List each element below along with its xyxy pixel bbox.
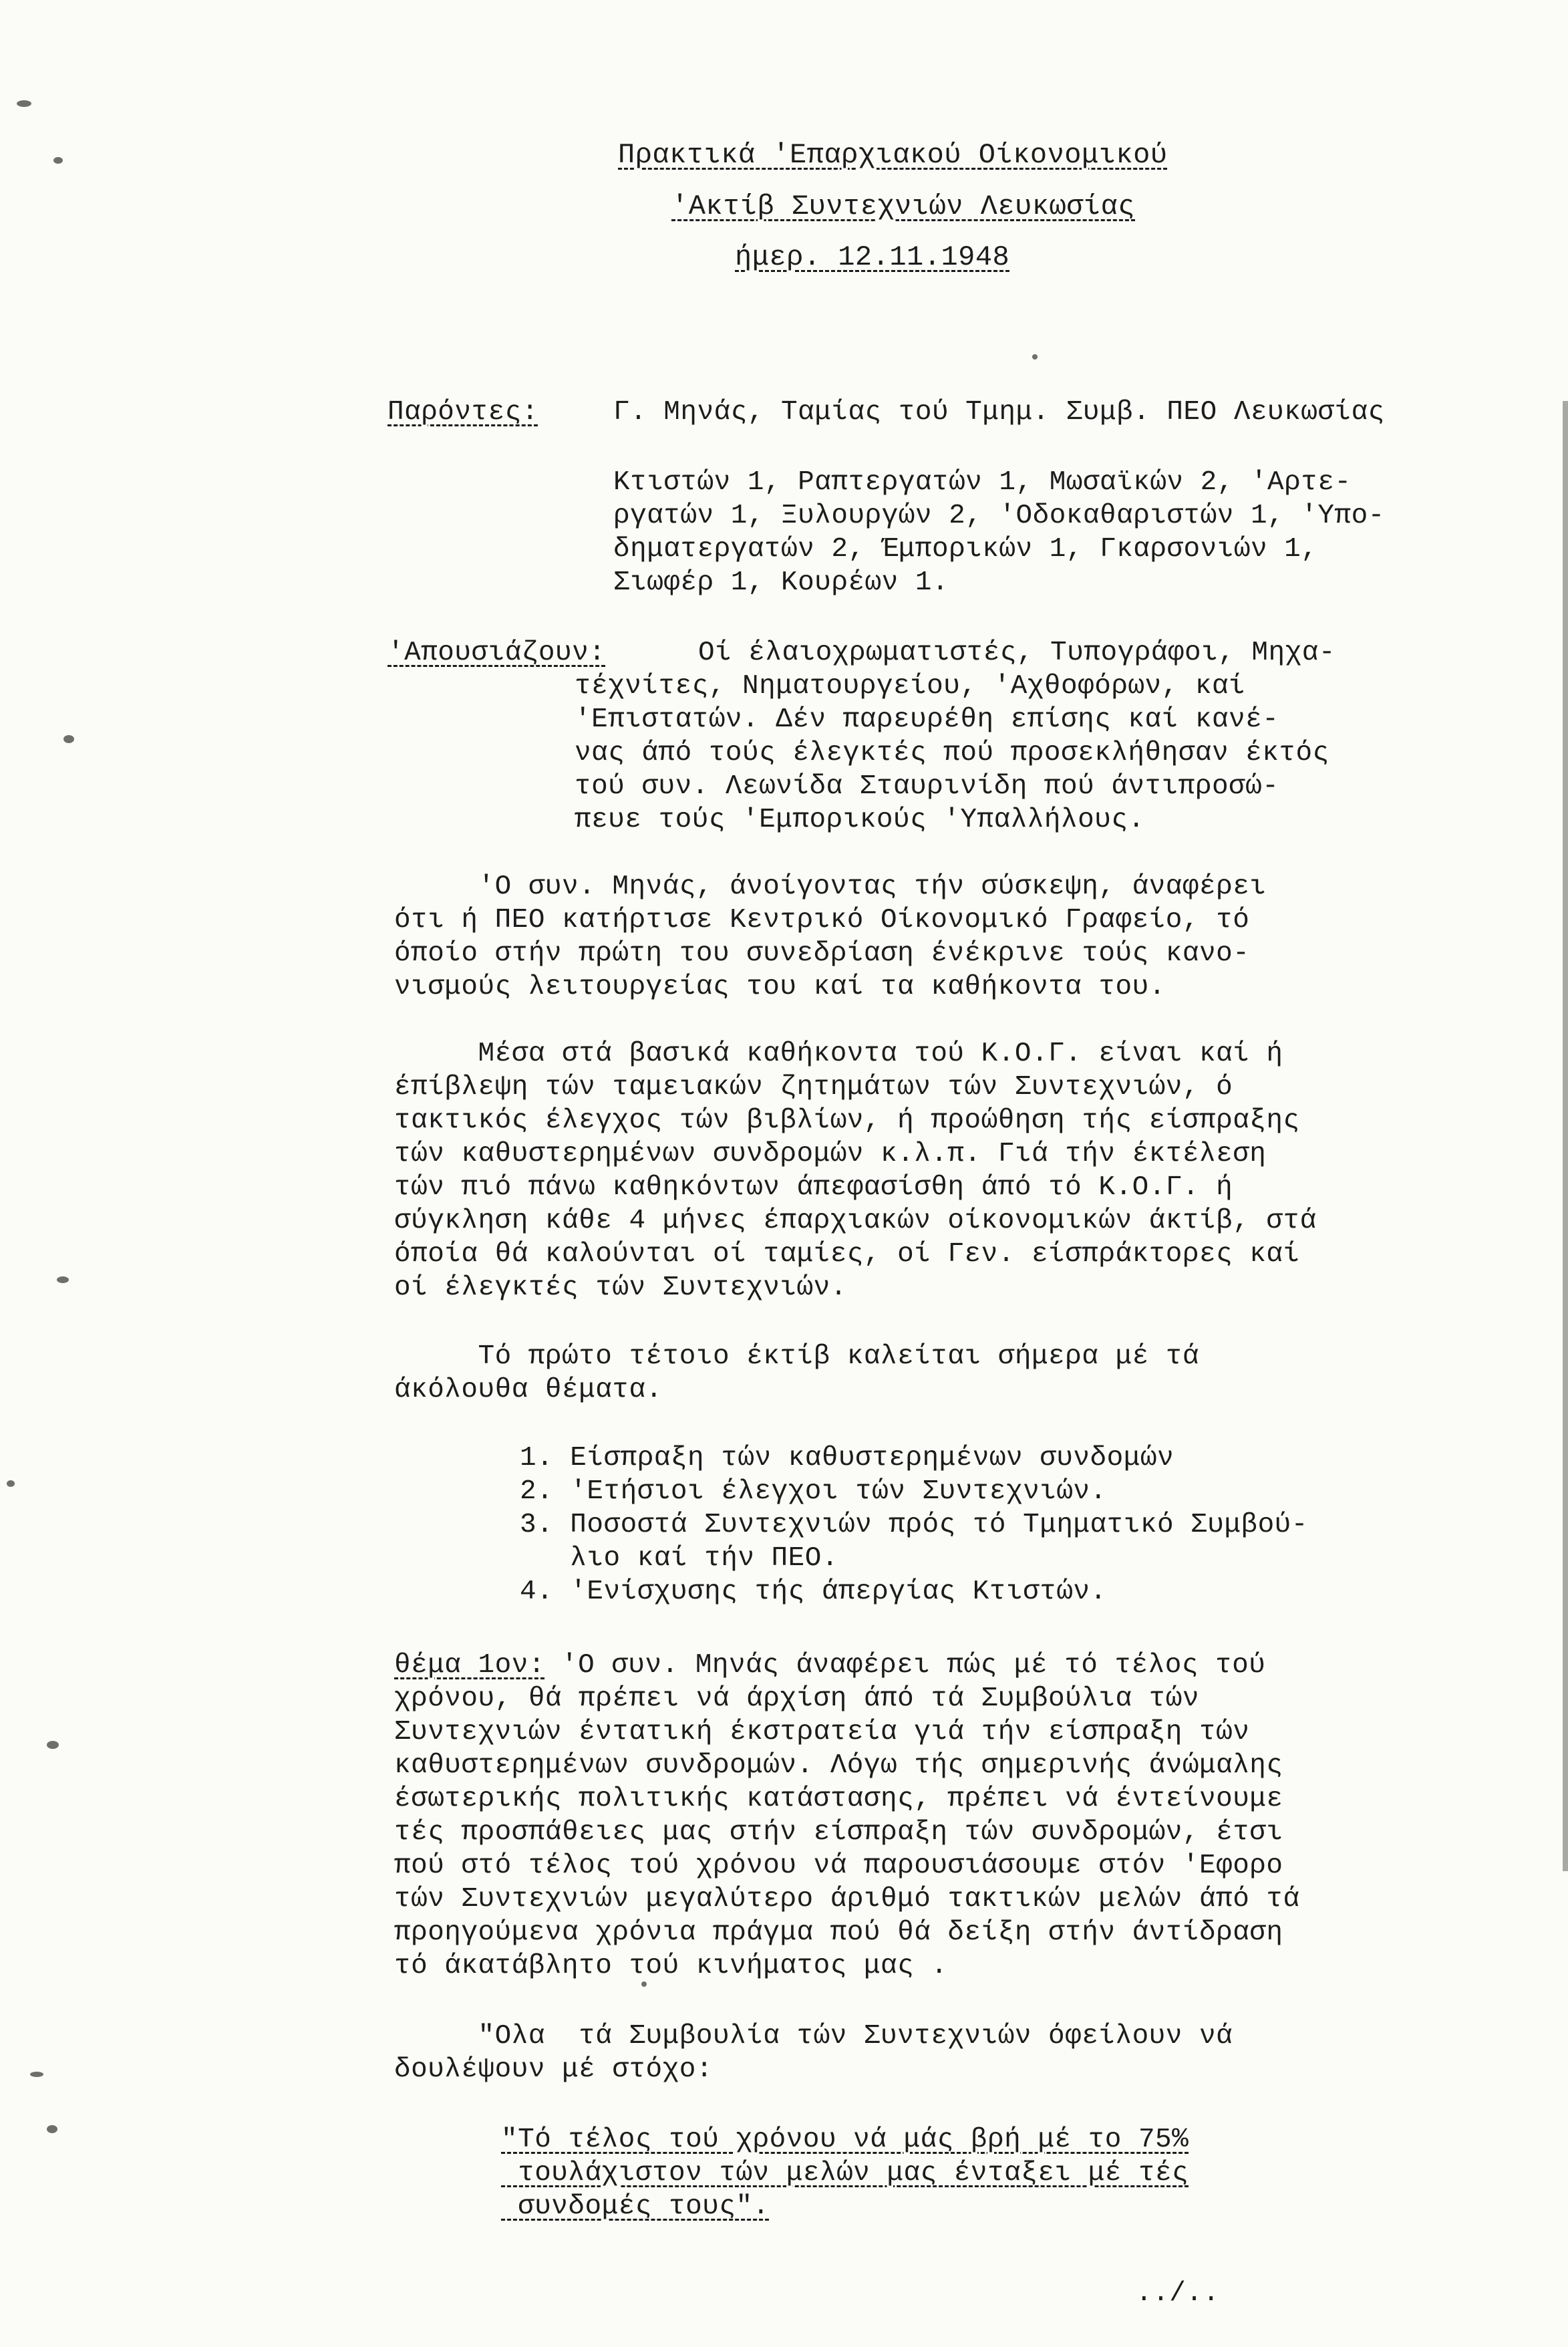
present-line: Σιωφέρ 1, Κουρέων 1. xyxy=(613,567,949,598)
closing-quote-line: συνδομές τους". xyxy=(501,2191,770,2222)
absent-line: νας άπό τούς έλεγκτές πού προσεκλήθησαν έκτός xyxy=(575,738,1329,769)
scan-speck xyxy=(53,157,63,164)
topic-line: πού στό τέλος τού χρόνου νά παρουσιάσουμε στόν 'Εφορο xyxy=(394,1850,1283,1881)
paragraph-line: άκόλουθα θέματα. xyxy=(394,1375,663,1405)
present-line: Κτιστών 1, Ραπτεργατών 1, Μωσαϊκών 2, 'Αρτε- xyxy=(613,467,1352,498)
closing-line: "Ολα τά Συμβουλία τών Συντεχνιών όφείλουν νά xyxy=(394,2021,1233,2052)
paragraph-line: 'Ο συν. Μηνάς, άνοίγοντας τήν σύσκεψη, άναφέρει xyxy=(394,871,1267,902)
closing-quote-line: τουλάχιστον τών μελών μας ένταξει μέ τές xyxy=(501,2158,1189,2189)
agenda-item: λιο καί τήν ΠΕΟ. xyxy=(520,1543,838,1574)
closing-line: δουλέψουν μέ στόχο: xyxy=(394,2054,713,2085)
absent-line: Οί έλαιοχρωματιστές, Τυπογράφοι, Μηχα- xyxy=(698,638,1336,668)
agenda-item: 2. 'Ετήσιοι έλεγχοι τών Συντεχνιών. xyxy=(520,1476,1107,1507)
present-line: δηματεργατών 2, Έμπορικών 1, Γκαρσονιών 1, xyxy=(613,534,1318,565)
topic-line: τών Συντεχνιών μεγαλύτερο άριθμό τακτικών μελών άπό τά xyxy=(394,1884,1300,1915)
paragraph-line: τών πιό πάνω καθηκόντων άπεφασίσθη άπό τό Κ.Ο.Γ. ή xyxy=(394,1172,1233,1203)
paragraph-line: νισμούς λειτουργείας του καί τα καθήκοντα του. xyxy=(394,972,1166,1002)
page-continuation-mark: ../.. xyxy=(1136,2278,1220,2309)
topic-line: 'Ο συν. Μηνάς άναφέρει πώς μέ τό τέλος τού xyxy=(561,1650,1266,1681)
closing-quote-line: "Τό τέλος τού χρόνου νά μάς βρή μέ το 75% xyxy=(501,2124,1189,2155)
present-line: ργατών 1, Ξυλουργών 2, 'Οδοκαθαριστών 1, 'Υπο- xyxy=(613,501,1385,531)
scan-speck xyxy=(57,1276,69,1283)
scan-speck xyxy=(641,1981,647,1987)
scan-speck xyxy=(47,1741,59,1749)
scan-speck xyxy=(30,2072,43,2077)
paragraph-line: Τό πρώτο τέτοιο έκτίβ καλείται σήμερα μέ τά xyxy=(394,1341,1199,1372)
topic-line: χρόνου, θά πρέπει νά άρχίση άπό τά Συμβούλια τών xyxy=(394,1683,1199,1714)
header-subtitle: 'Ακτίβ Συντεχνιών Λευκωσίας xyxy=(671,190,1136,223)
scan-speck xyxy=(47,2125,57,2133)
paragraph-line: όποίο στήν πρώτη του συνεδρίαση ένέκρινε τούς κανο- xyxy=(394,938,1250,969)
agenda-item: 3. Ποσοστά Συντεχνιών πρός τό Τμηματικό Συμβού- xyxy=(520,1510,1308,1540)
paragraph-line: έπίβλεψη τών ταμειακών ζητημάτων τών Συντεχνιών, ό xyxy=(394,1072,1233,1103)
absent-line: πευε τούς 'Εμπορικούς 'Υπαλλήλους. xyxy=(575,805,1145,835)
present-label: Παρόντες: xyxy=(387,397,538,428)
header-title: Πρακτικά 'Επαρχιακού Οίκονομικού xyxy=(618,139,1168,171)
scan-speck xyxy=(1032,354,1038,360)
paragraph-line: σύγκληση κάθε 4 μήνες έπαρχιακών οίκονομικών άκτίβ, στά xyxy=(394,1206,1317,1236)
absent-label: 'Απουσιάζουν: xyxy=(387,638,606,668)
agenda-item: 1. Είσπραξη τών καθυστερημένων συνδομών xyxy=(520,1443,1174,1474)
topic-line: τό άκατάβλητο τού κινήματος μας . xyxy=(394,1951,948,1981)
paragraph-line: ότι ή ΠΕΟ κατήρτισε Κεντρικό Οίκονομικό Γραφείο, τό xyxy=(394,905,1250,936)
absent-line: τέχνίτες, Νηματουργείου, 'Αχθοφόρων, καί xyxy=(575,671,1246,702)
paragraph-line: τών καθυστερημένων συνδρομών κ.λ.π. Γιά τήν έκτέλεση xyxy=(394,1139,1267,1169)
topic-line: τές προσπάθειες μας στήν είσπραξη τών συνδρομών, έτσι xyxy=(394,1817,1283,1848)
topic-line: προηγούμενα χρόνια πράγμα πού θά δείξη στήν άντίδραση xyxy=(394,1917,1283,1948)
header-date: ήμερ. 12.11.1948 xyxy=(735,241,1010,273)
paragraph-line: τακτικός έλεγχος τών βιβλίων, ή προώθηση τής είσπραξης xyxy=(394,1105,1300,1136)
scan-speck xyxy=(7,1480,15,1487)
scan-edge-shadow xyxy=(1563,401,1568,1871)
agenda-item: 4. 'Ενίσχυσης τής άπεργίας Κτιστών. xyxy=(520,1576,1107,1607)
topic-line: έσωτερικής πολιτικής κατάστασης, πρέπει νά έντείνουμε xyxy=(394,1784,1283,1814)
topic-line: Συντεχνιών έντατική έκστρατεία γιά τήν είσπραξη τών xyxy=(394,1717,1250,1748)
absent-line: 'Επιστατών. Δέν παρευρέθη επίσης καί κανέ- xyxy=(575,704,1279,735)
paragraph-line: όποία θά καλούνται οί ταμίες, οί Γεν. είσπράκτορες καί xyxy=(394,1239,1300,1270)
topic-label: θέμα 1ον: xyxy=(394,1650,545,1681)
scan-speck xyxy=(63,735,74,743)
present-line: Γ. Μηνάς, Ταμίας τού Τμημ. Συμβ. ΠΕΟ Λευκωσίας xyxy=(613,397,1385,428)
topic-line: καθυστερημένων συνδρομών. Λόγω τής σημερινής άνώμαλης xyxy=(394,1750,1283,1781)
paragraph-line: οί έλεγκτές τών Συντεχνιών. xyxy=(394,1272,847,1303)
scan-speck xyxy=(17,100,31,107)
paragraph-line: Μέσα στά βασικά καθήκοντα τού Κ.Ο.Γ. είναι καί ή xyxy=(394,1039,1283,1069)
absent-line: τού συν. Λεωνίδα Σταυρινίδη πού άντιπροσώ- xyxy=(575,771,1279,802)
